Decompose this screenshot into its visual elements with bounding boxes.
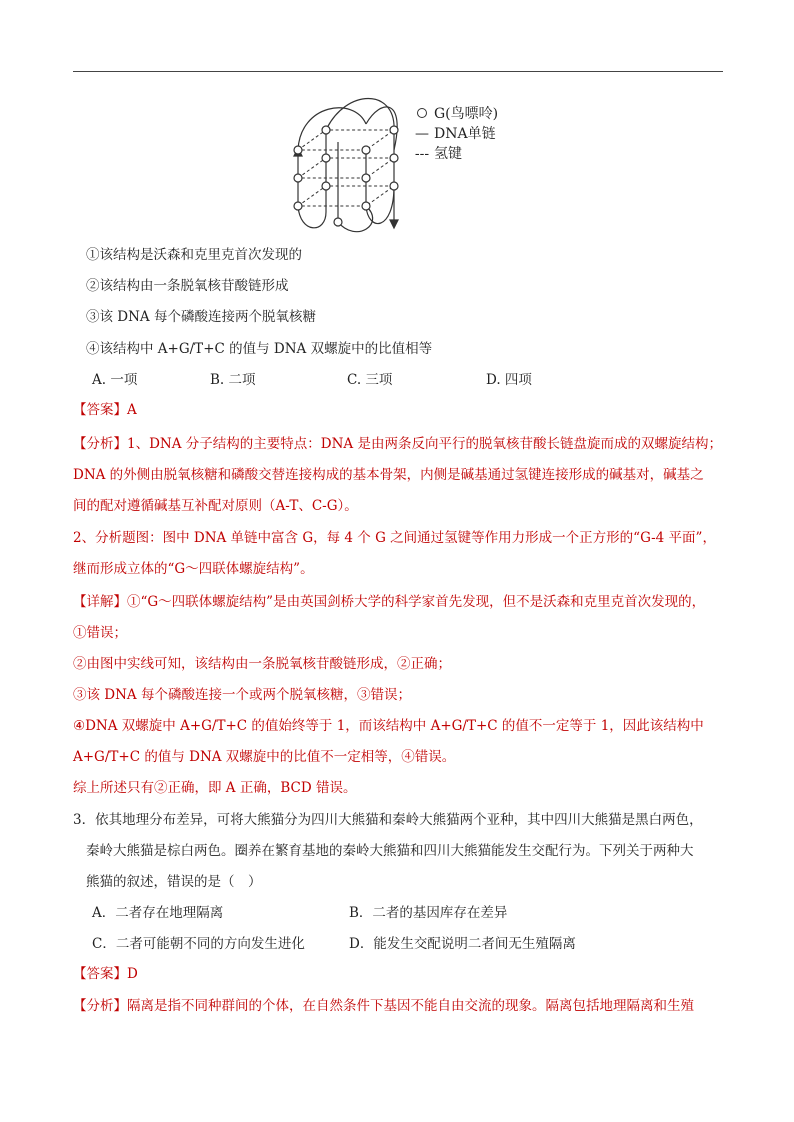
legend-row-chain	[413, 124, 498, 144]
q2-detail-line-7: 综上所述只有②正确，即 A 正确，BCD 错误。	[73, 780, 357, 796]
analysis-tag: 【分析】	[73, 998, 127, 1014]
q2-option-b: B. 二项	[210, 372, 256, 388]
legend-hbond-label: 氢键	[434, 146, 462, 162]
q2-detail-line-4: ③该 DNA 每个磷酸连接一个或两个脱氧核糖，③错误；	[73, 687, 411, 703]
q3-option-d: D．能发生交配说明二者间无生殖隔离	[349, 936, 576, 952]
legend-chain-label: DNA单链	[434, 126, 496, 142]
answer-tag: 【答案】	[73, 402, 127, 418]
dashed-line-icon: ---	[414, 146, 430, 162]
guanine-node	[322, 182, 330, 190]
q2-detail-line-6: A+G/T+C 的值与 DNA 双螺旋中的比值不一定相等，④错误。	[73, 749, 456, 765]
header-rule	[73, 71, 723, 72]
q3-stem-line-1: 3．依其地理分布差异，可将大熊猫分为四川大熊猫和秦岭大熊猫两个亚种，其中四川大熊猫是黑白两色，	[73, 812, 703, 828]
statement-1: ①该结构是沃森和克里克首次发现的	[86, 247, 302, 263]
q2-analysis-line-5: 继而形成立体的“G～四联体螺旋结构”。	[73, 561, 314, 577]
q2-analysis-line-1: 【分析】1、DNA 分子结构的主要特点：DNA 是由两条反向平行的脱氧核苷酸长链盘旋而成的双螺旋结构；	[73, 436, 722, 452]
q2-detail-line-1: 【详解】①“G～四联体螺旋结构”是由英国剑桥大学的科学家首先发现，但不是沃森和克里克首次发现的，	[73, 594, 706, 610]
guanine-node	[294, 174, 302, 182]
guanine-node	[390, 126, 398, 134]
answer-tag: 【答案】	[73, 966, 127, 982]
guanine-node	[362, 174, 370, 182]
legend-g-label: G(鸟嘌呤)	[434, 106, 499, 122]
q3-option-b: B．二者的基因库存在差异	[349, 905, 508, 921]
legend-row-hbond	[413, 144, 498, 164]
dna-strand-lines	[294, 99, 398, 232]
statement-4: ④该结构中 A+G/T+C 的值与 DNA 双螺旋中的比值相等	[86, 341, 433, 357]
guanine-node	[294, 146, 302, 154]
guanine-node	[362, 146, 370, 154]
solid-line-icon: —	[415, 126, 429, 142]
q2-analysis-line-3: 间的配对遵循碱基互补配对原则（A-T、C-G）。	[73, 498, 358, 514]
guanine-node	[390, 182, 398, 190]
q2-detail-line-5: ④DNA 双螺旋中 A+G/T+C 的值始终等于 1，而该结构中 A+G/T+C 的值不一定等于 1，因此该结构中	[73, 718, 704, 734]
q2-option-c: C. 三项	[347, 372, 393, 388]
q2-answer-line	[73, 400, 137, 420]
statement-3: ③该 DNA 每个磷酸连接两个脱氧核糖	[86, 309, 316, 325]
guanine-nodes	[294, 126, 398, 226]
q2-detail-line-2: ①错误；	[73, 625, 127, 641]
guanine-node	[334, 218, 342, 226]
detail-tag: 【详解】	[73, 594, 127, 610]
guanine-node	[322, 154, 330, 162]
q3-stem-line-3: 熊猫的叙述，错误的是（ ）	[86, 874, 262, 890]
q2-analysis-line-2: DNA 的外侧由脱氧核糖和磷酸交替连接构成的基本骨架，内侧是碱基通过氢键连接形成的碱基对，碱基之	[73, 467, 704, 483]
q3-answer-line	[73, 964, 138, 984]
q2-detail-line-3: ②由图中实线可知，该结构由一条脱氧核苷酸链形成，②正确；	[73, 656, 451, 672]
q3-option-c: C．二者可能朝不同的方向发生进化	[92, 936, 305, 952]
q2-option-a: A. 一项	[92, 372, 138, 388]
answer-value: D	[127, 966, 138, 982]
figure-legend	[413, 104, 498, 164]
answer-value: A	[127, 402, 137, 418]
guanine-node	[322, 126, 330, 134]
legend-row-g	[413, 104, 498, 124]
statement-2: ②该结构由一条脱氧核苷酸链形成	[86, 278, 289, 294]
guanine-node	[362, 202, 370, 210]
q3-analysis-line-1: 【分析】隔离是指不同种群间的个体，在自然条件下基因不能自由交流的现象。隔离包括地理隔离和生殖	[73, 998, 694, 1014]
guanine-node	[390, 154, 398, 162]
q3-option-a: A．二者存在地理隔离	[92, 905, 224, 921]
hydrogen-bond-lines	[298, 130, 394, 206]
q2-analysis-line-4: 2、分析题图：图中 DNA 单链中富含 G，每 4 个 G 之间通过氢键等作用力形成一个正方形的“G-4 平面”，	[73, 530, 716, 546]
q2-option-d: D. 四项	[486, 372, 532, 388]
circle-icon	[413, 104, 431, 124]
q3-stem-line-2: 秦岭大熊猫是棕白两色。圈养在繁育基地的秦岭大熊猫和四川大熊猫能发生交配行为。下列关于两种大	[86, 843, 694, 859]
analysis-tag: 【分析】	[73, 436, 127, 452]
guanine-node	[294, 202, 302, 210]
